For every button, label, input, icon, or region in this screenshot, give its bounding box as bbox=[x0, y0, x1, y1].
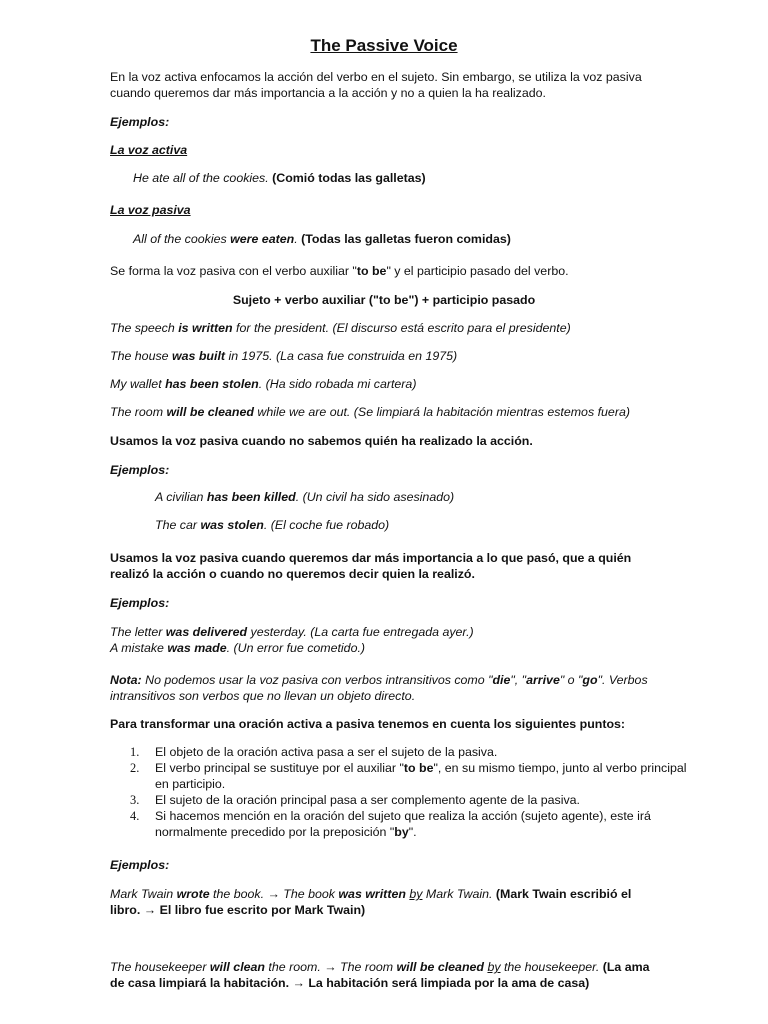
passive-verb: has been killed bbox=[206, 490, 296, 504]
intro-line-2: cuando queremos dar más importancia a la acción y no a quien la ha realizado. bbox=[110, 86, 546, 100]
list-item: 4. Si hacemos mención en la oración del sujeto que realiza la acción (sujeto agente), este irá normalmente precedido por la preposición "by". bbox=[130, 809, 651, 839]
example-row: My wallet has been stolen. (Ha sido robada mi cartera) bbox=[110, 377, 417, 391]
active-voice-heading: La voz activa bbox=[110, 143, 188, 157]
note-line-1: Nota: No podemos usar la voz pasiva con verbos intransitivos como "die", "arrive" o "go". Verbos bbox=[110, 673, 648, 687]
list-item: 3. El sujeto de la oración principal pasa a ser complemento agente de la pasiva. bbox=[130, 793, 580, 807]
example-row: The car was stolen. (El coche fue robado) bbox=[155, 518, 390, 532]
final-example-1-line-1: Mark Twain wrote the book. → The book was written by Mark Twain. (Mark Twain escribió el bbox=[110, 887, 632, 901]
examples-heading: Ejemplos: bbox=[110, 858, 170, 872]
example-verb: were eaten bbox=[230, 232, 295, 246]
note-line-2: intransitivos son verbos que no llevan un objeto directo. bbox=[110, 689, 416, 703]
passive-verb: is written bbox=[178, 321, 233, 335]
final-example-1-line-2: libro. → El libro fue escrito por Mark Twain) bbox=[110, 903, 366, 917]
passive-verb: has been stolen bbox=[165, 377, 259, 391]
transform-steps-list bbox=[130, 744, 690, 840]
rule-importance-line-1: Usamos la voz pasiva cuando queremos dar más importancia a lo que pasó, que a quién bbox=[110, 551, 632, 565]
example-translation: (Todas las galletas fueron comidas) bbox=[301, 232, 511, 246]
example-row: The house was built in 1975. (La casa fue construida en 1975) bbox=[110, 349, 458, 363]
passive-voice-heading: La voz pasiva bbox=[110, 203, 191, 217]
passive-verb: will be cleaned bbox=[166, 405, 254, 419]
formation-text-start: Se forma la voz pasiva con el verbo auxiliar " bbox=[110, 264, 357, 278]
transform-heading: Para transformar una oración activa a pasiva tenemos en cuenta los siguientes puntos: bbox=[110, 717, 626, 731]
example-row: The speech is written for the president. (El discurso está escrito para el presidente) bbox=[110, 321, 571, 335]
example-translation: (Comió todas las galletas) bbox=[272, 171, 426, 185]
example-row: The room will be cleaned while we are out. (Se limpiará la habitación mientras estemos fuera) bbox=[110, 405, 630, 419]
formation-auxiliary: to be bbox=[356, 264, 387, 278]
passive-formula: Sujeto + verbo auxiliar ("to be") + participio pasado bbox=[232, 293, 536, 307]
passive-verb: was stolen bbox=[200, 518, 264, 532]
list-item: 1. El objeto de la oración activa pasa a ser el sujeto de la pasiva. bbox=[130, 745, 498, 759]
example-row: A civilian has been killed. (Un civil ha sido asesinado) bbox=[155, 490, 455, 504]
passive-verb: was delivered bbox=[165, 625, 248, 639]
agent-preposition: by bbox=[487, 960, 501, 974]
examples-heading: Ejemplos: bbox=[110, 115, 170, 129]
rule-importance-line-2: realizó la acción o cuando no queremos decir quien la realizó. bbox=[110, 567, 475, 581]
example-row: A mistake was made. (Un error fue cometido.) bbox=[110, 641, 366, 655]
example-sentence-end: . bbox=[294, 232, 298, 246]
agent-preposition: by bbox=[409, 887, 423, 901]
active-example bbox=[133, 170, 426, 186]
passive-verb: was made bbox=[167, 641, 227, 655]
final-example-2-line-1: The housekeeper will clean the room. → The room will be cleaned by the housekeeper. (La ama bbox=[110, 960, 650, 974]
examples-heading: Ejemplos: bbox=[110, 463, 170, 477]
example-sentence: He ate all of the cookies. bbox=[133, 171, 269, 185]
intro-line-1: En la voz activa enfocamos la acción del verbo en el sujeto. Sin embargo, se utiliza la voz pasiva bbox=[110, 70, 642, 84]
list-item: 2. El verbo principal se sustituye por el auxiliar "to be", en su mismo tiempo, junto al verbo principal en participio. bbox=[130, 761, 687, 791]
page-title: The Passive Voice bbox=[310, 36, 458, 55]
rule-unknown-agent: Usamos la voz pasiva cuando no sabemos quién ha realizado la acción. bbox=[110, 434, 533, 448]
passive-example bbox=[133, 231, 511, 247]
formation-text-end: " y el participio pasado del verbo. bbox=[386, 264, 569, 278]
note-label: Nota: bbox=[110, 673, 142, 687]
passive-verb: was built bbox=[172, 349, 226, 363]
final-example-2-line-2: de casa limpiará la habitación. → La habitación será limpiada por la ama de casa) bbox=[110, 976, 590, 990]
formation-rule bbox=[110, 263, 569, 279]
examples-heading: Ejemplos: bbox=[110, 596, 170, 610]
example-row: The letter was delivered yesterday. (La carta fue entregada ayer.) bbox=[110, 625, 474, 639]
example-sentence-start: All of the cookies bbox=[133, 232, 231, 246]
